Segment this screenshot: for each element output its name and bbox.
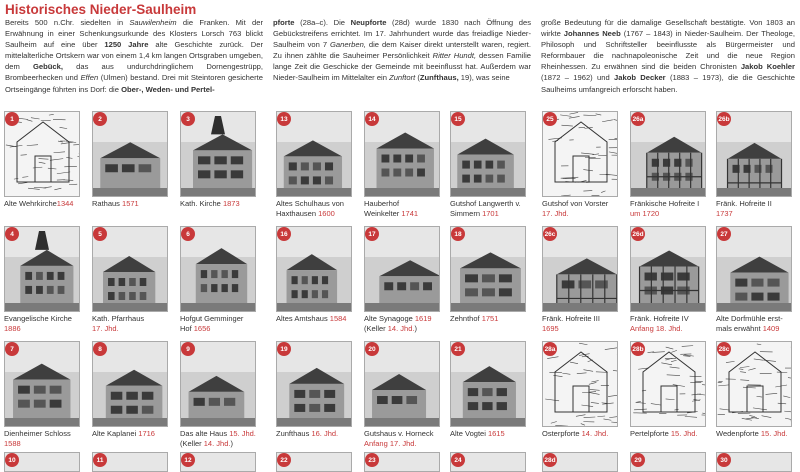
number-badge: 26b [717,112,731,126]
number-badge: 28c [717,342,731,356]
number-badge: 23 [365,453,379,467]
number-badge: 2 [93,112,107,126]
number-badge: 5 [93,227,107,241]
photo-caption: Kath. Kirche 1873 [180,199,240,208]
photo-caption: Zehnthof 1751 [450,314,499,323]
intro-column-1: Bereits 500 n.Chr. siedelten in Sauwilenheim die Franken. Mit der Erwähnung in einer Schenkungsurkunde des Klosters Lorsch 763 blickt Saulheim auf eine über 1250 Jahre alte Geschichte zurück. Der mittelalterliche Ortskern war von einem 1,4 km langen Ortsgraben umgeben, dem Gebück, das aus undurchdringlichem Dornengestrüpp, Brombeerhecken und Effen (Ulmen) bestand. Drei mit Steintoren gesicherte Ortseingänge führten ins Dorf: die Ober-, Weden- und Pertel- [5,18,264,94]
photo-caption: Alte Wehrkirche1344 [4,199,74,208]
number-badge: 8 [93,342,107,356]
number-badge: 14 [365,112,379,126]
photo-caption: Alte Vogtei 1615 [450,429,505,438]
photo-caption: Zunfthaus 16. Jhd. [276,429,339,438]
photo-caption: Fränk. Hofreite II 1737 [716,199,772,218]
photo-caption: Evangelische Kirche 1886 [4,314,72,333]
intro-column-3: große Bedeutung für die damalige Gesellschaft bestätigte. Von 1803 an wirkte Johannes Neeb (1767 – 1843) in Nieder-Saulheim. Der Theologe, Philosoph und Schriftsteller beeinflusste als Bürgermeister und Reformbauer die nachnapoleonische Zeit und die neue Region Rheinhessen. Zu erwähnen sind die beiden Chronisten Jakob Koehler (1872 – 1962) und Jakob Decker (1883 – 1973), die die Geschichte Saulheims umfangreich erforscht haben. [541,18,796,94]
number-badge: 6 [181,227,195,241]
photo-caption: Gutshof von Vorster 17. Jhd. [542,199,609,218]
photo-caption: Das alte Haus 15. Jhd. (Keller 14. Jhd.) [180,429,256,448]
photo-caption: Pertelpforte 15. Jhd. [630,429,698,438]
photo-caption: Kath. Pfarrhaus 17. Jhd. [92,314,145,333]
number-badge: 28b [631,342,645,356]
photo-caption: Fränk. Hofreite III 1695 [542,314,600,333]
number-badge: 28d [543,453,557,467]
photo-caption: Altes Amtshaus 1584 [276,314,347,323]
photo-caption: Alte Kaplanei 1716 [92,429,155,438]
number-badge: 13 [277,112,291,126]
number-badge: 9 [181,342,195,356]
page-title: Historisches Nieder-Saulheim [5,2,197,17]
photo-caption: Rathaus 1571 [92,199,139,208]
number-badge: 7 [5,342,19,356]
photo-caption: Hofgut Gemminger Hof 1656 [180,314,244,333]
number-badge: 25 [543,112,557,126]
number-badge: 26d [631,227,645,241]
number-badge: 30 [717,453,731,467]
number-badge: 15 [451,112,465,126]
number-badge: 1 [5,112,19,126]
photo-caption: Alte Dorfmühle erst- mals erwähnt 1409 [716,314,783,333]
number-badge: 26a [631,112,645,126]
photo-caption: Hauberhof Weinkelter 1741 [364,199,419,218]
photo-caption: Fränk. Hofreite IV Anfang 18. Jhd. [630,314,689,333]
photo-caption: Gutshaus v. Horneck Anfang 17. Jhd. [364,429,434,448]
number-badge: 4 [5,227,19,241]
number-badge: 19 [277,342,291,356]
number-badge: 17 [365,227,379,241]
number-badge: 12 [181,453,195,467]
number-badge: 28a [543,342,557,356]
number-badge: 18 [451,227,465,241]
number-badge: 22 [277,453,291,467]
photo-caption: Gutshof Langwerth v. Simmern 1701 [450,199,521,218]
number-badge: 3 [181,112,195,126]
photo-caption: Fränkische Hofreite I um 1720 [630,199,700,218]
number-badge: 21 [451,342,465,356]
photo-caption: Osterpforte 14. Jhd. [542,429,609,438]
intro-column-2: pforte (28a–c). Die Neupforte (28d) wurde 1830 nach Öffnung des Gebückstreifens errichtet. Im 17. Jahrhundert wurde das freiadlige Nieder-Saulheim von 7 Ganerben, die dem Kaiser direkt unterstellt waren, regiert. Zu ihnen zählte die Sauheimer Persönlichkeit Ritter Hundt, dessen Familie lange Zeit die Geschicke der Gemeinde mit beeinflusst hat. Außerdem war Nieder-Saulheim im Mittelalter ein Zunftort (Zunfthaus, 19), was seine [273,18,531,83]
number-badge: 20 [365,342,379,356]
number-badge: 11 [93,453,107,467]
number-badge: 29 [631,453,645,467]
photo-caption: Altes Schulhaus von Haxthausen 1600 [276,199,344,218]
number-badge: 27 [717,227,731,241]
photo-caption: Wedenpforte 15. Jhd. [716,429,788,438]
number-badge: 10 [5,453,19,467]
photo-caption: Alte Synagoge 1619 (Keller 14. Jhd.) [364,314,432,333]
number-badge: 24 [451,453,465,467]
photo-caption: Dienheimer Schloss 1588 [4,429,71,448]
number-badge: 16 [277,227,291,241]
number-badge: 26c [543,227,557,241]
